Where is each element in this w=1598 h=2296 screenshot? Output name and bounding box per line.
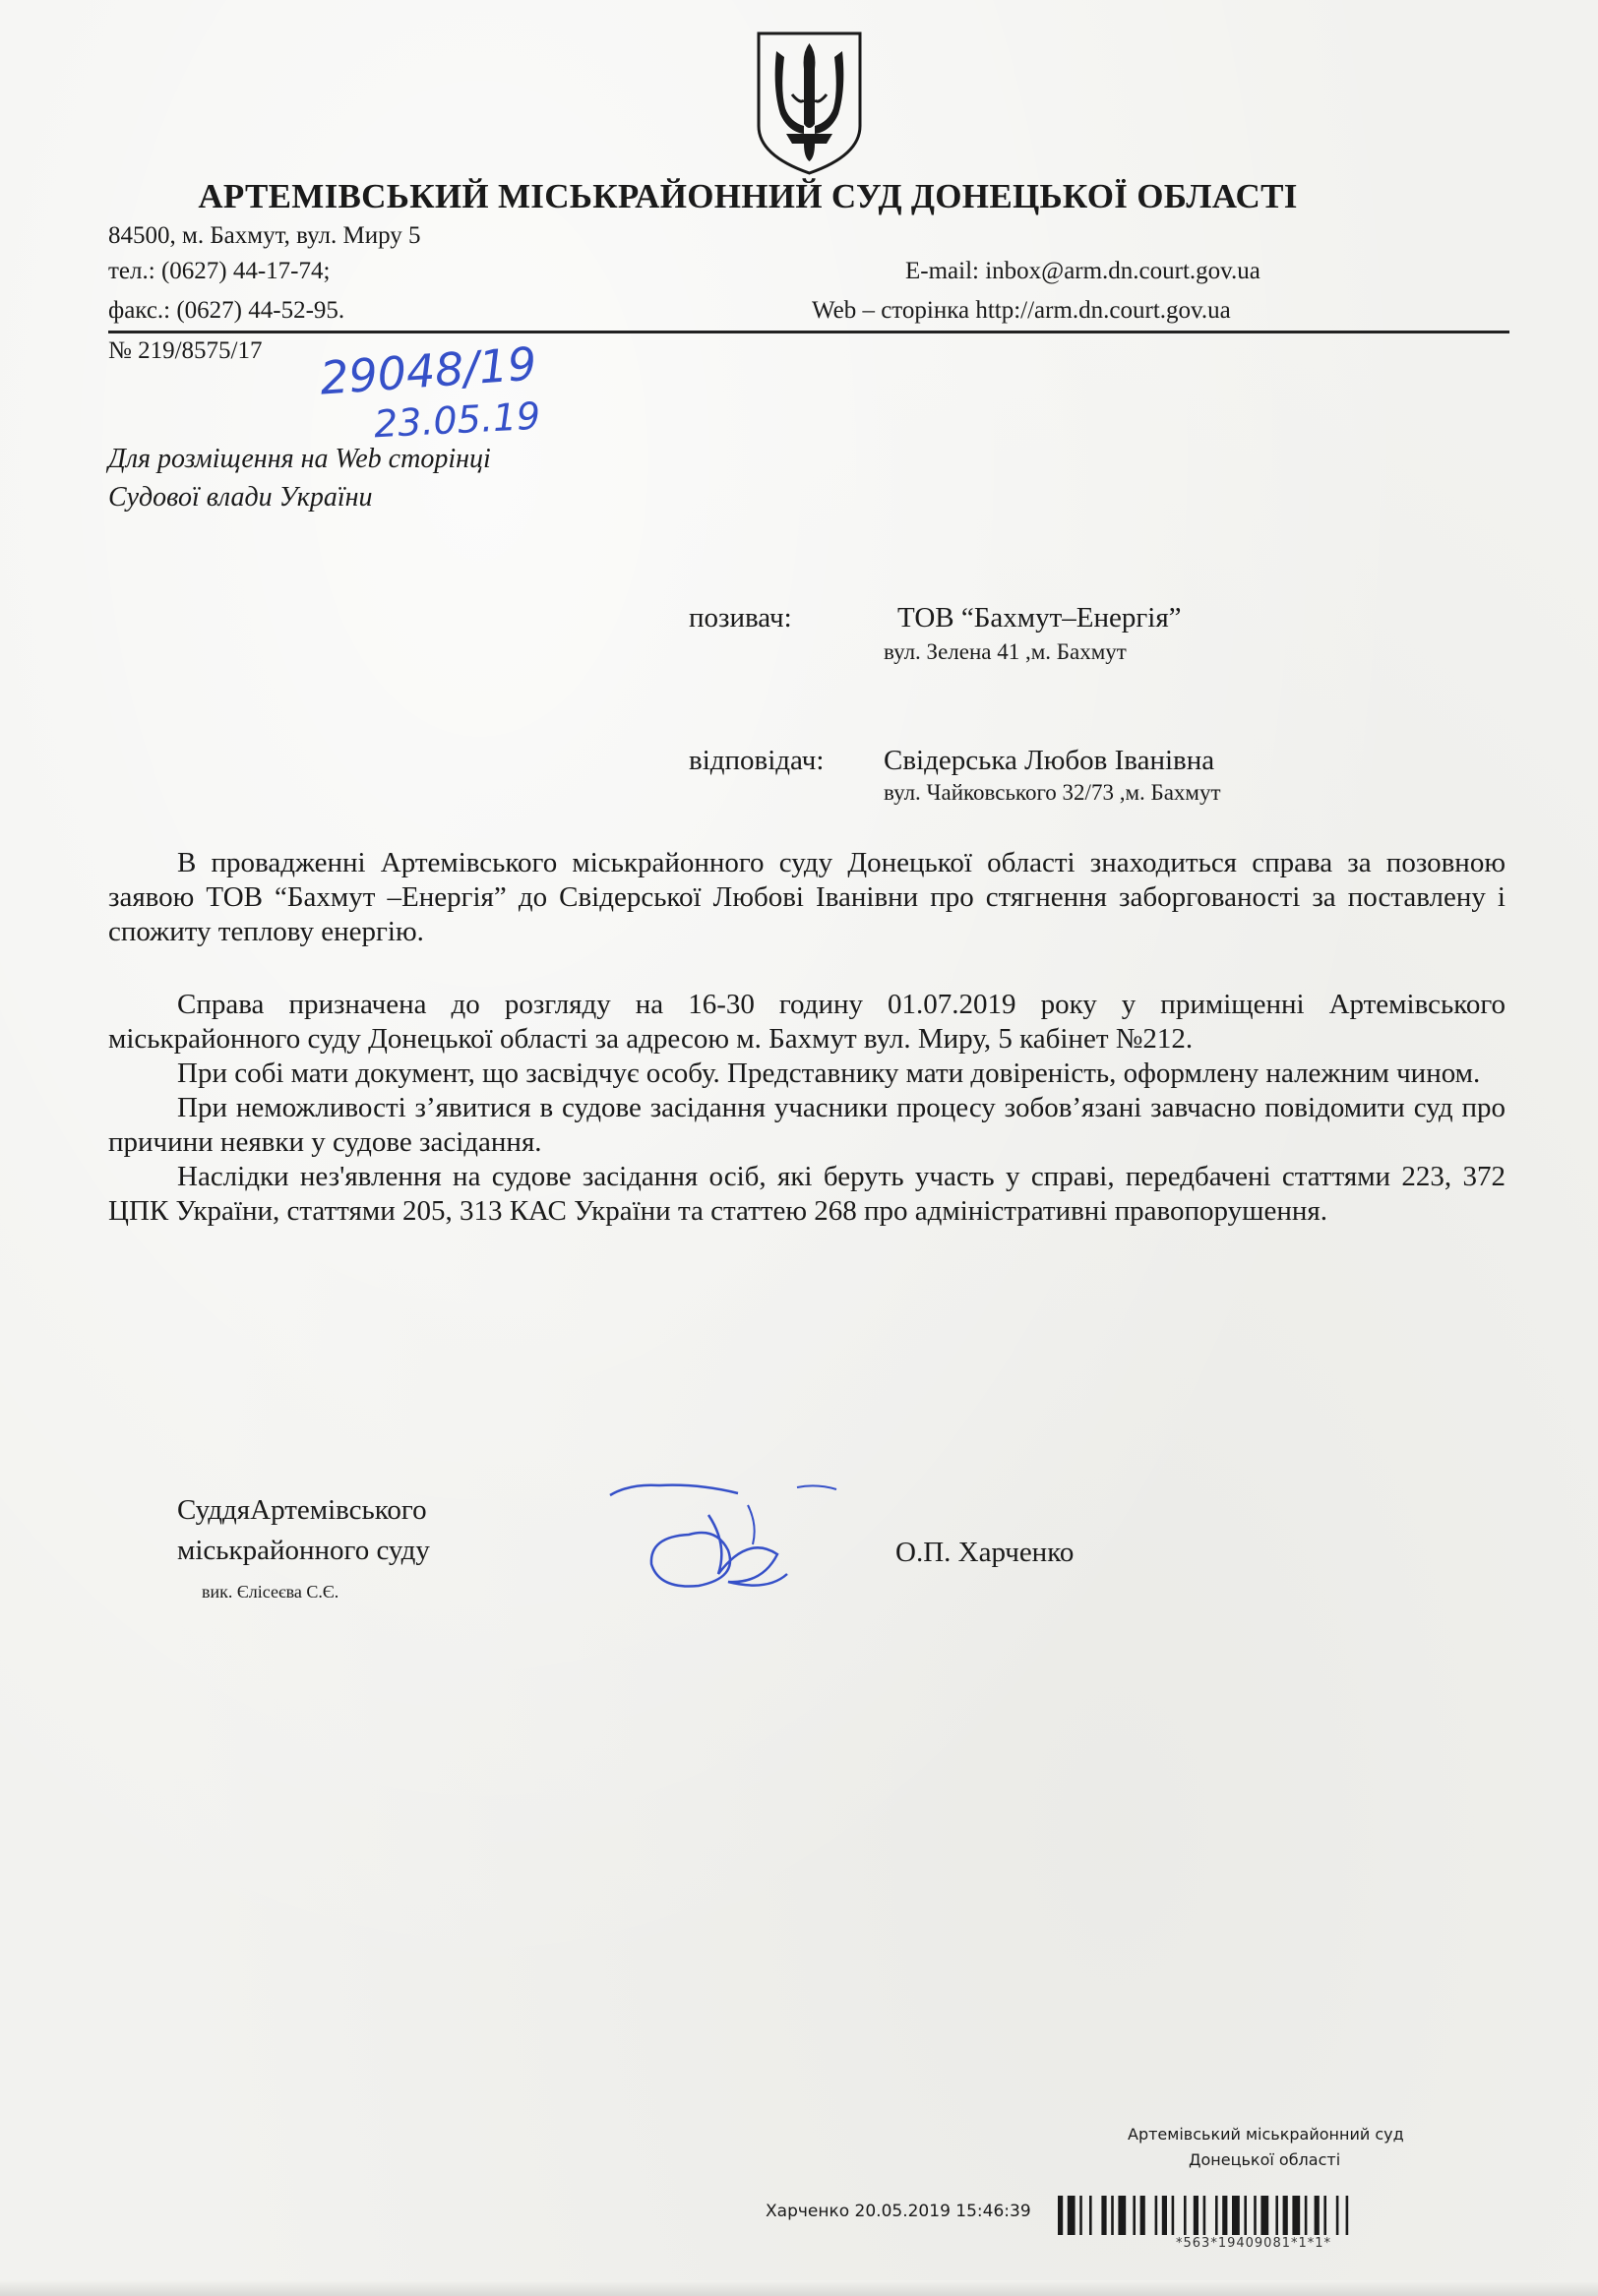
- judge-name: О.П. Харченко: [895, 1537, 1075, 1568]
- executor-note: вик. Єлісеєва С.Є.: [202, 1582, 339, 1601]
- handwritten-signature-icon: [590, 1476, 846, 1613]
- plaintiff-address: вул. Зелена 41 ,м. Бахмут: [884, 639, 1127, 664]
- judge-title-line-2: міськрайонного суду: [177, 1535, 430, 1566]
- document-body: [108, 846, 1506, 1229]
- body-paragraph-2: Справа призначена до розгляду на 16-30 годину 01.07.2019 року у приміщенні Артемівського міськрайонного суду Донецької області за адресою м. Бахмут вул. Миру, 5 кабінет №212.: [108, 989, 1506, 1055]
- court-email: E-mail: inbox@arm.dn.court.gov.ua: [905, 258, 1260, 284]
- body-paragraph-5: Наслідки нез'явлення на судове засідання осіб, які беруть участь у справі, передбачені статтями 223, 372 ЦПК України, статтями 205, 313 КАС України та статтею 268 про адміністративні правопорушення.: [108, 1161, 1506, 1227]
- handwritten-registration-number: 29048/19: [318, 336, 538, 405]
- body-paragraph-3: При собі мати документ, що засвідчує особу. Представнику мати довіреність, оформлену належним чином.: [177, 1057, 1481, 1089]
- defendant-label: відповідач:: [689, 745, 825, 776]
- barcode-text: *563*19409081*1*1*: [1176, 2236, 1332, 2251]
- note-line-1: Для розміщення на Web сторінці: [108, 444, 491, 474]
- judge-title-line-1: СуддяАртемівського: [177, 1494, 427, 1526]
- body-paragraph-4: При неможливості з’явитися в судове засідання учасники процесу зобов’язані завчасно повідомити суд про причини неявки у судове засідання.: [108, 1092, 1506, 1158]
- note-line-2: Судової влади України: [108, 482, 373, 513]
- header-divider: [108, 331, 1509, 333]
- court-fax: факс.: (0627) 44-52-95.: [108, 297, 345, 324]
- footer-court-line-1: Артемівський міськрайонний суд: [1128, 2125, 1404, 2144]
- footer-court-line-2: Донецької області: [1189, 2150, 1341, 2169]
- court-phone: тел.: (0627) 44-17-74;: [108, 258, 331, 284]
- court-address: 84500, м. Бахмут, вул. Миру 5: [108, 222, 421, 249]
- footer-registration-stamp: Харченко 20.05.2019 15:46:39: [766, 2202, 1031, 2221]
- plaintiff-name: ТОВ “Бахмут–Енергія”: [897, 602, 1182, 634]
- barcode-icon: [1058, 2196, 1510, 2235]
- trident-emblem-icon: [753, 30, 866, 175]
- plaintiff-label: позивач:: [689, 602, 792, 634]
- registration-number: № 219/8575/17: [108, 337, 263, 364]
- defendant-address: вул. Чайковського 32/73 ,м. Бахмут: [884, 780, 1221, 805]
- page-bottom-edge: [0, 2280, 1598, 2296]
- handwritten-date: 23.05.19: [372, 393, 542, 447]
- body-paragraph-1: В провадженні Артемівського міськрайонного суду Донецької області знаходиться справа за позовною заявою ТОВ “Бахмут –Енергія” до Свідерської Любові Іванівни про стягнення заборгованості за поставлену і спожиту теплову енергію.: [108, 847, 1506, 947]
- defendant-name: Свідерська Любов Іванівна: [884, 745, 1215, 776]
- court-web: Web – сторінка http://arm.dn.court.gov.ua: [812, 297, 1231, 324]
- court-title: АРТЕМІВСЬКИЙ МІСЬКРАЙОННИЙ СУД ДОНЕЦЬКОЇ ОБЛАСТІ: [198, 177, 1298, 215]
